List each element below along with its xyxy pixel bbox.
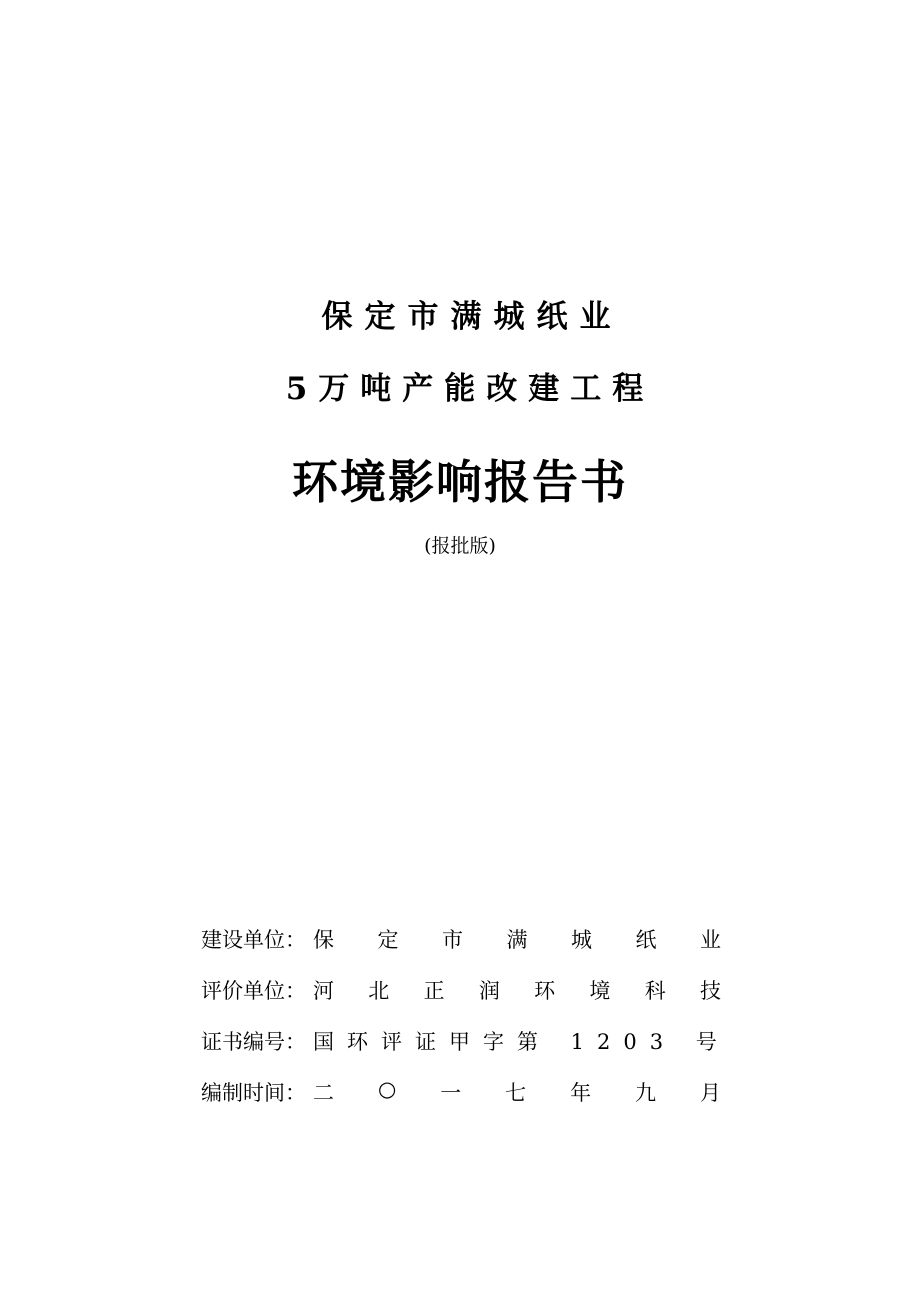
compile-date-char: ○ <box>377 1076 397 1101</box>
info-row-compile-date <box>201 1066 721 1117</box>
evaluation-unit-char: 润 <box>478 978 500 1003</box>
version-subtitle: (报批版) <box>424 535 496 557</box>
construction-unit-char: 城 <box>571 927 592 952</box>
evaluation-unit-char: 技 <box>699 978 721 1003</box>
construction-unit-char: 业 <box>700 927 721 952</box>
evaluation-unit-label: 评价单位： <box>201 978 306 1003</box>
document-title: 环境影响报告书 <box>292 455 628 509</box>
compile-date-char: 年 <box>570 1080 592 1105</box>
construction-unit-char: 市 <box>442 927 463 952</box>
construction-unit-char: 定 <box>377 927 399 952</box>
evaluation-unit-char: 环 <box>534 978 556 1003</box>
info-block <box>201 913 730 1117</box>
compile-date-label: 编制时间： <box>201 1080 306 1105</box>
certificate-number-value: 国环评证甲字第 1203 号 <box>313 1029 730 1054</box>
title-line-company: 保定市满城纸业 <box>321 299 623 335</box>
evaluation-unit-value <box>313 975 721 1005</box>
construction-unit-char: 保 <box>313 927 334 952</box>
title-line-project: 5万吨产能改建工程 <box>285 371 655 407</box>
evaluation-unit-char: 北 <box>368 978 390 1003</box>
evaluation-unit-char: 河 <box>313 978 334 1003</box>
construction-unit-label: 建设单位： <box>201 927 306 952</box>
info-row-certificate-number <box>201 1015 730 1066</box>
info-row-construction-unit <box>201 913 721 964</box>
compile-date-char: 二 <box>313 1080 334 1105</box>
evaluation-unit-char: 正 <box>423 978 445 1003</box>
compile-date-char: 月 <box>699 1080 721 1105</box>
construction-unit-value <box>313 924 721 954</box>
certificate-number-label: 证书编号： <box>201 1029 306 1054</box>
compile-date-value <box>313 1077 721 1107</box>
compile-date-char: 九 <box>635 1080 657 1105</box>
info-row-evaluation-unit <box>201 964 721 1015</box>
evaluation-unit-char: 科 <box>644 978 666 1003</box>
construction-unit-char: 纸 <box>635 927 657 952</box>
construction-unit-char: 满 <box>506 927 528 952</box>
evaluation-unit-char: 境 <box>589 978 611 1003</box>
compile-date-char: 一 <box>440 1080 462 1105</box>
compile-date-char: 七 <box>505 1080 527 1105</box>
